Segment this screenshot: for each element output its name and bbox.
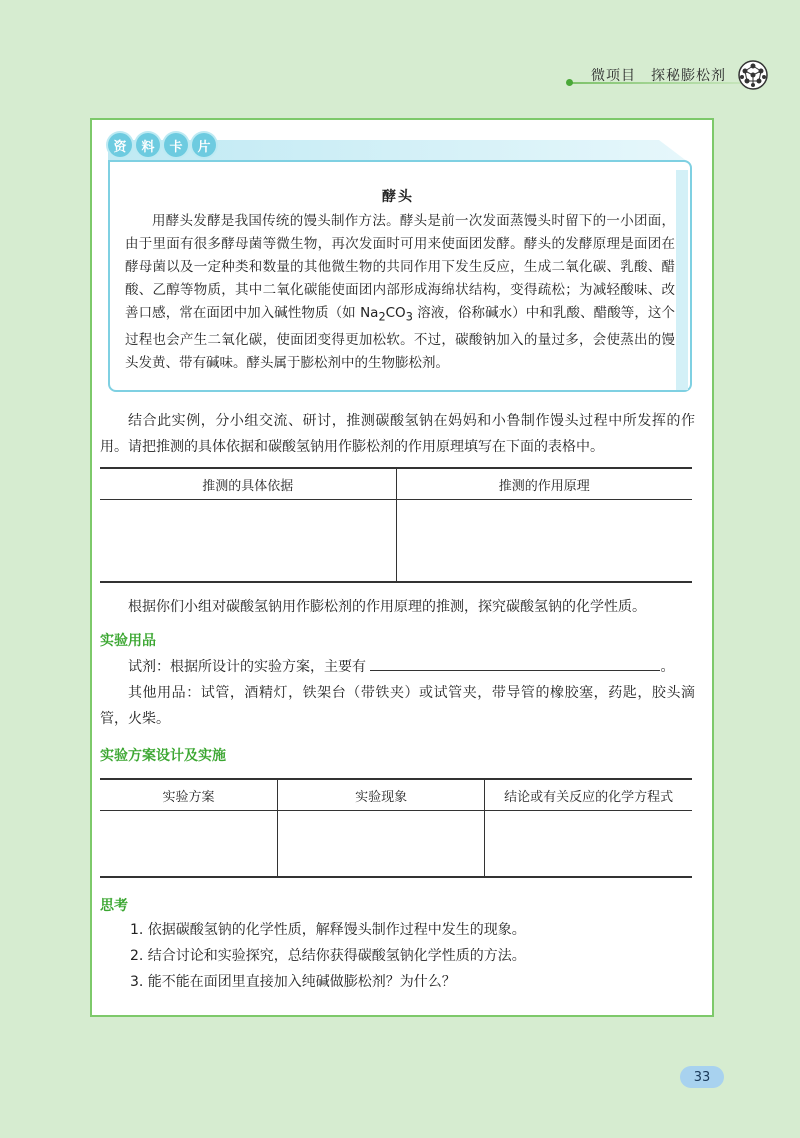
card-title: 酵头 (382, 189, 414, 205)
explore-paragraph: 根据你们小组对碳酸氢钠用作膨松剂的作用原理的推测，探究碳酸氢钠的化学性质。 (128, 599, 646, 615)
card-body-text: 溶液，俗称碱水）中和乳酸、醋酸等，这个过程也会产生二氧化碳，使面团变得更加松软。不过，碳酸钠加入的量过多，会使蒸出的馒头发黄、带有碱味。酵头属于膨松剂中的生物膨松剂。 (125, 305, 675, 371)
table-cell[interactable] (485, 811, 692, 877)
page-number: 33 (680, 1066, 724, 1088)
reagents-text: 试剂：根据所设计的实验方案，主要有 (128, 659, 366, 675)
think-item: 3. 能不能在面团里直接加入纯碱做膨松剂？为什么？ (130, 974, 456, 990)
think-item: 2. 结合讨论和实验探究，总结你获得碳酸氢钠化学性质的方法。 (130, 948, 526, 964)
card-body (125, 210, 675, 375)
table-cell[interactable] (396, 500, 692, 582)
table-cell[interactable] (100, 500, 396, 582)
table-header: 实验方案 (100, 779, 278, 811)
page-header (591, 60, 770, 90)
inference-table (100, 467, 692, 583)
molecule-logo-icon (736, 58, 770, 92)
card-tab-char: 卡 (164, 133, 188, 157)
table-cell[interactable] (278, 811, 485, 877)
header-title: 微项目 探秘膨松剂 (591, 68, 726, 84)
experiment-table (100, 778, 692, 878)
table-header: 推测的具体依据 (100, 468, 396, 500)
table-cell[interactable] (100, 811, 278, 877)
design-heading: 实验方案设计及实施 (100, 748, 226, 764)
materials-heading: 实验用品 (100, 633, 156, 649)
intro-paragraph: 结合此实例，分小组交流、研讨，推测碳酸氢钠在妈妈和小鲁制作馒头过程中所发挥的作用。请把推测的具体依据和碳酸氢钠用作膨松剂的作用原理填写在下面的表格中。 (100, 413, 695, 455)
header-dot (566, 79, 573, 86)
card-tab-char: 料 (136, 133, 160, 157)
card-tab-char: 片 (192, 133, 216, 157)
card-tab (108, 130, 238, 160)
reagents-blank[interactable] (370, 656, 660, 671)
table-header: 推测的作用原理 (396, 468, 692, 500)
reagents-line (100, 654, 700, 680)
table-header: 实验现象 (278, 779, 485, 811)
think-item: 1. 依据碳酸氢钠的化学性质，解释馒头制作过程中发生的现象。 (130, 922, 526, 938)
other-materials: 其他用品：试管，酒精灯，铁架台（带铁夹）或试管夹，带导管的橡胶塞，药匙，胶头滴管，火柴。 (100, 685, 695, 727)
reagents-end: 。 (660, 659, 675, 675)
table-header: 结论或有关反应的化学方程式 (485, 779, 692, 811)
card-body-text: CO (385, 305, 406, 321)
think-heading: 思考 (100, 898, 128, 914)
subscript: 3 (405, 310, 413, 324)
subscript: 2 (378, 310, 386, 324)
card-tab-char: 资 (108, 133, 132, 157)
card-body-text: 用酵头发酵是我国传统的馒头制作方法。酵头是前一次发面蒸馒头时留下的一小团面，由于里面有很多酵母菌等微生物，再次发面时可用来使面团发酵。酵头的发酵原理是面团在酵母菌以及一定种类和数量的其他微生物的共同作用下发生反应，生成二氧化碳、乳酸、醋酸、乙醇等物质，其中二氧化碳能使面团内部形成海绵状结构，变得疏松；为减轻酸味、改善口感，常在面团中加入碱性物质（如 Na (125, 213, 675, 321)
